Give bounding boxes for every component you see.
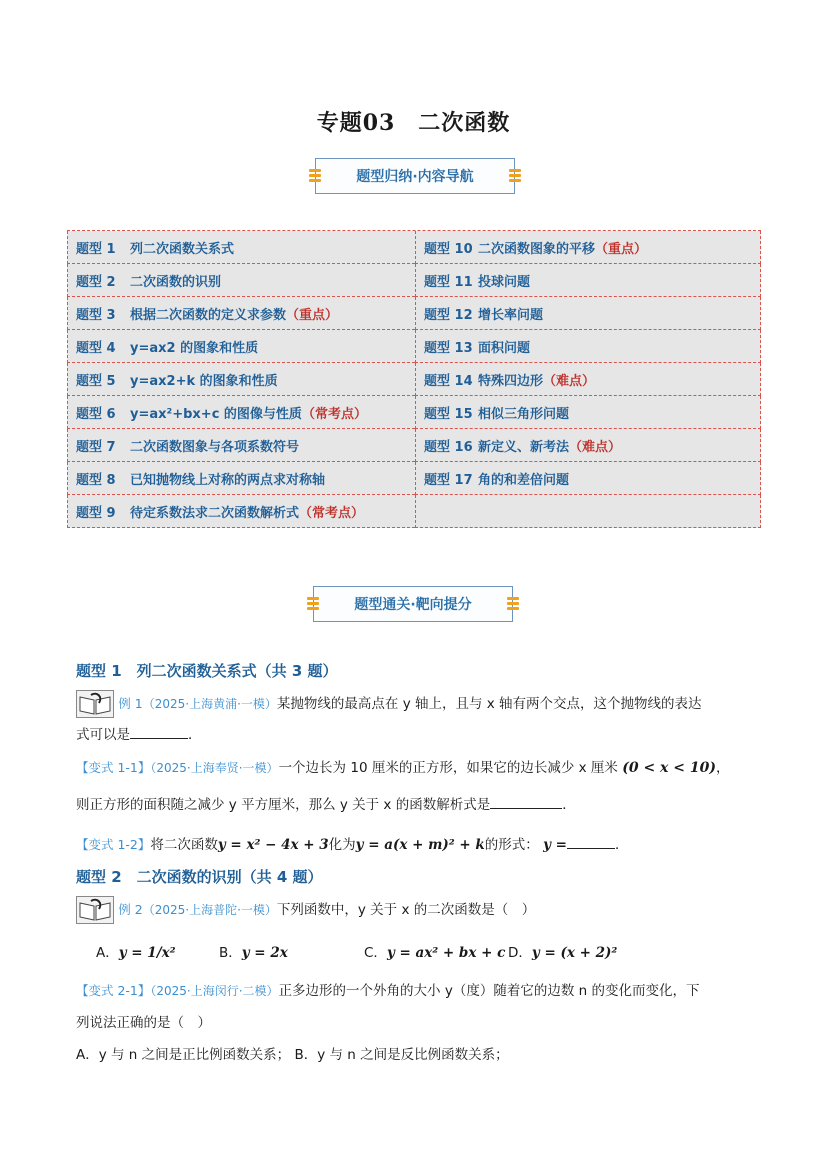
nav-item[interactable]: 题型 6 y=ax²+bx+c 的图像与性质 （常考点） <box>67 396 415 429</box>
variant-1-2: 【变式 1-2】将二次函数y = x² − 4x + 3化为y = a(x + m)² + k的形式： y = ． <box>76 834 628 856</box>
section-heading: 题型 2 二次函数的识别（共 4 题） <box>76 868 323 886</box>
banner-deco-icon <box>509 167 521 184</box>
book-icon <box>76 690 114 718</box>
example-2: 例 2（2025·上海普陀·一模）下列函数中，y 关于 x 的二次函数是（ ） <box>76 896 766 924</box>
practice-banner <box>313 586 513 622</box>
choice-b[interactable]: B．y 与 n 之间是反比例函数关系； <box>294 1047 509 1063</box>
nav-item[interactable]: 题型 15 相似三角形问题 <box>415 396 761 429</box>
nav-item[interactable]: 题型 3 根据二次函数的定义求参数 （重点） <box>67 297 415 330</box>
answer-blank[interactable] <box>490 794 562 809</box>
topic-nav-table <box>67 230 761 528</box>
nav-item[interactable]: 题型 11 投球问题 <box>415 264 761 297</box>
nav-item[interactable]: 题型 1 列二次函数关系式 <box>67 231 415 264</box>
page-title: 专题03 二次函数 <box>316 110 511 136</box>
answer-blank[interactable] <box>130 724 188 739</box>
nav-item[interactable]: 题型 9 待定系数法求二次函数解析式 （常考点） <box>67 495 415 528</box>
nav-item[interactable]: 题型 2 二次函数的识别 <box>67 264 415 297</box>
nav-item[interactable]: 题型 17 角的和差倍问题 <box>415 462 761 495</box>
option-c[interactable]: C．y = ax² + bx + c <box>364 945 506 961</box>
variant-1-1: 【变式 1-1】（2025·上海奉贤·一模）一个边长为 10 厘米的正方形，如果它的边长减少 x 厘米 (0 < x < 10)， <box>76 760 730 776</box>
variant-1-1-cont: 则正方形的面积随之减少 y 平方厘米，那么 y 关于 x 的函数解析式是 ． <box>76 794 576 816</box>
section-heading: 题型 1 列二次函数关系式（共 3 题） <box>76 662 338 680</box>
example-1-cont: 式可以是 ． <box>76 724 202 746</box>
nav-item[interactable]: 题型 5 y=ax2+k 的图象和性质 <box>67 363 415 396</box>
nav-item[interactable]: 题型 10 二次函数图象的平移 （重点） <box>415 231 761 264</box>
practice-banner-label: 题型通关·靶向提分 <box>354 597 472 613</box>
nav-item[interactable]: 题型 4 y=ax2 的图象和性质 <box>67 330 415 363</box>
nav-banner-label: 题型归纳·内容导航 <box>356 169 474 185</box>
banner-deco-icon <box>507 595 519 612</box>
nav-item[interactable]: 题型 12 增长率问题 <box>415 297 761 330</box>
example-1: 例 1（2025·上海黄浦·一模）某抛物线的最高点在 y 轴上，且与 x 轴有两个交点，这个抛物线的表达 <box>76 690 766 718</box>
nav-item[interactable]: 题型 14 特殊四边形 （难点） <box>415 363 761 396</box>
banner-deco-icon <box>309 167 321 184</box>
answer-blank[interactable] <box>567 834 615 849</box>
choice-a[interactable]: A．y 与 n 之间是正比例函数关系； <box>76 1047 291 1063</box>
banner-deco-icon <box>307 595 319 612</box>
option-a[interactable]: A．y = 1/x² <box>96 945 176 961</box>
variant-2-1-cont: 列说法正确的是（ ） <box>76 1015 211 1031</box>
option-d[interactable]: D．y = (x + 2)² <box>508 945 618 961</box>
nav-item[interactable]: 题型 16 新定义、新考法 （难点） <box>415 429 761 462</box>
book-icon <box>76 896 114 924</box>
nav-item[interactable]: 题型 7 二次函数图象与各项系数符号 <box>67 429 415 462</box>
variant-2-1: 【变式 2-1】（2025·上海闵行·二模）正多边形的一个外角的大小 y（度）随着它的边数 n 的变化而变化，下 <box>76 983 700 999</box>
nav-item-empty <box>415 495 761 528</box>
nav-banner <box>315 158 515 194</box>
nav-item[interactable]: 题型 13 面积问题 <box>415 330 761 363</box>
option-b[interactable]: B．y = 2x <box>219 945 288 961</box>
nav-item[interactable]: 题型 8 已知抛物线上对称的两点求对称轴 <box>67 462 415 495</box>
choice-line <box>76 1044 509 1066</box>
